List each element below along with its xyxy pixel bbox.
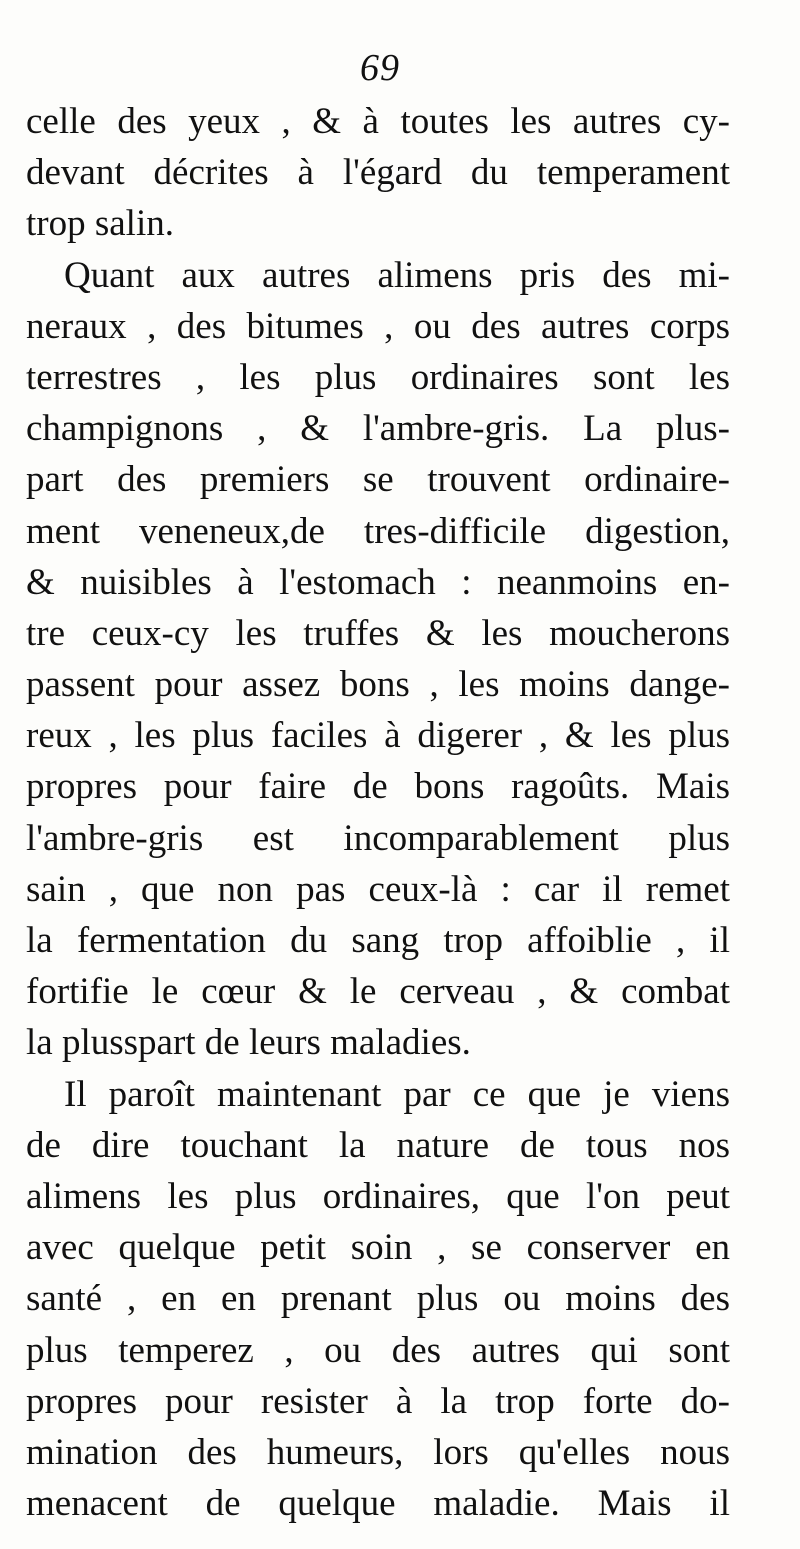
text-line: celle des yeux , & à toutes les autres cy- bbox=[26, 101, 730, 142]
text-line: reux , les plus faciles à digerer , & les plus bbox=[26, 715, 730, 757]
text-line: passent pour assez bons , les moins dange- bbox=[26, 664, 730, 706]
text-line: alimens les plus ordinaires, que l'on peut bbox=[26, 1175, 730, 1217]
text-line: sain , que non pas ceux-là : car il remet bbox=[26, 868, 730, 910]
text-line: santé , en en prenant plus ou moins des bbox=[26, 1278, 730, 1320]
text-line: & nuisibles à l'estomach : neanmoins en- bbox=[26, 561, 730, 603]
text-line: plus temperez , ou des autres qui sont bbox=[26, 1329, 730, 1371]
text-line: propres pour faire de bons ragoûts. Mais bbox=[26, 766, 730, 808]
text-line: devant décrites à l'égard du temperament bbox=[26, 152, 730, 194]
text-line: ment veneneux,de tres-difficile digestion, bbox=[26, 510, 730, 552]
text-line: neraux , des bitumes , ou des autres corps bbox=[26, 305, 730, 347]
text-line: Il paroît maintenant par ce que je viens bbox=[64, 1073, 730, 1115]
text-line: la fermentation du sang trop affoiblie , il bbox=[26, 920, 730, 961]
text-line: Quant aux autres alimens pris des mi- bbox=[64, 254, 730, 296]
text-line: tre ceux-cy les truffes & les moucherons bbox=[26, 612, 730, 654]
body-text bbox=[26, 96, 730, 1529]
text-line: terrestres , les plus ordinaires sont les bbox=[26, 356, 730, 398]
page-number: 69 bbox=[360, 47, 400, 89]
text-line: mination des humeurs, lors qu'elles nous bbox=[26, 1431, 730, 1473]
text-line: propres pour resister à la trop forte do- bbox=[26, 1380, 730, 1422]
text-line: de dire touchant la nature de tous nos bbox=[26, 1124, 730, 1166]
text-line: fortifie le cœur & le cerveau , & combat bbox=[26, 971, 730, 1013]
text-line: avec quelque petit soin , se conserver en bbox=[26, 1227, 730, 1269]
paragraph bbox=[26, 1069, 730, 1530]
text-line: menacent de quelque maladie. Mais il bbox=[26, 1483, 730, 1525]
paragraph bbox=[26, 250, 730, 1069]
text-line: champignons , & l'ambre-gris. La plus- bbox=[26, 408, 730, 450]
text-line: la plusspart de leurs maladies. bbox=[26, 1022, 471, 1064]
text-line: part des premiers se trouvent ordinaire- bbox=[26, 459, 730, 501]
text-line: trop salin. bbox=[26, 203, 174, 245]
text-line: l'ambre-gris est incomparablement plus bbox=[26, 817, 730, 859]
paragraph bbox=[26, 96, 730, 250]
